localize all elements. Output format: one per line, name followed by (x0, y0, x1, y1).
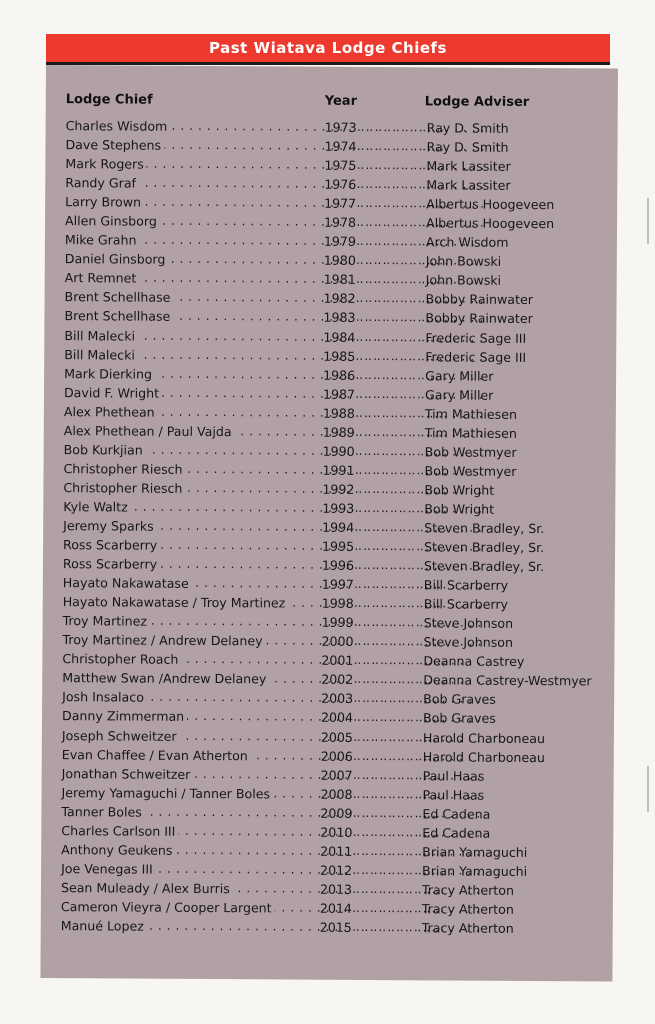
table-body (61, 116, 611, 938)
chief-cell (63, 459, 321, 480)
chief-cell (64, 345, 322, 366)
lodge-chief-name: Ross Scarberry (63, 556, 160, 572)
dot-leader: . . . . . . . . . . (358, 500, 443, 516)
lodge-adviser-name: Arch Wisdom (425, 234, 509, 251)
lodge-chief-name: Troy Martinez (63, 613, 151, 629)
lodge-adviser-name: Deanna Castrey-Westmyer (423, 672, 592, 689)
year-value: 1988 (322, 405, 355, 421)
dot-leader: . . . . . . . . . . (356, 710, 441, 725)
dot-leader: . . . . . . . . . . (356, 843, 441, 859)
page-title: Past Wiatava Lodge Chiefs (209, 39, 447, 57)
lodge-chief-name: Hayato Nakawatase / Troy Martinez (63, 594, 289, 610)
lodge-adviser-name: Paul Haas (422, 767, 485, 784)
chief-cell (65, 211, 323, 232)
lodge-adviser-name: Bob Westmyer (424, 463, 517, 479)
chief-cell (65, 230, 323, 251)
year-value: 1979 (323, 233, 357, 250)
lodge-adviser-name: Steven Bradley, Sr. (423, 558, 545, 575)
lodge-adviser-name: Bill Scarberry (423, 596, 509, 613)
dot-leader: . . . . . . . . . . (358, 405, 443, 421)
year-value: 2007 (320, 767, 353, 783)
lodge-chief-name: Joe Venegas III (61, 861, 156, 877)
lodge-chief-name: Cameron Vieyra / Cooper Largent (61, 899, 275, 915)
dot-leader: . . . . . . . . . . (356, 729, 441, 744)
year-value: 1992 (322, 481, 355, 497)
dot-leader: . . . . . . . . . . (360, 177, 445, 192)
chief-cell (64, 440, 322, 461)
year-value: 2009 (320, 805, 353, 821)
year-value: 1993 (322, 500, 355, 516)
lodge-adviser-name: Gary Miller (425, 367, 494, 384)
page-edge-mark (647, 766, 649, 812)
chief-cell (61, 783, 319, 804)
chief-cell (61, 916, 319, 937)
chief-cell (65, 268, 323, 289)
dot-leader: . . . . . . . . . . (360, 158, 445, 173)
lodge-chief-name: Jeremy Yamaguchi / Tanner Boles (62, 785, 274, 801)
lodge-chief-name: Daniel Ginsborg (65, 251, 169, 267)
lodge-adviser-name: John Bowski (425, 253, 502, 270)
lodge-chief-name: Jonathan Schweitzer (62, 766, 194, 782)
lodge-adviser-name: Mark Lassiter (426, 158, 511, 174)
year-value: 1987 (322, 386, 356, 402)
chief-cell (65, 173, 323, 194)
lodge-adviser-name: Steve Johnson (423, 634, 514, 651)
lodge-chief-name: Mike Grahn (65, 232, 140, 247)
year-value: 1997 (321, 576, 354, 593)
lodge-adviser-name: Mark Lassiter (426, 177, 511, 193)
lodge-adviser-name: Bob Wright (424, 482, 495, 498)
chief-cell (61, 840, 319, 861)
chief-cell (62, 630, 320, 651)
lodge-chief-name: Bill Malecki (64, 328, 138, 343)
lodge-adviser-name: Ray D. Smith (426, 139, 509, 155)
year-value: 1975 (324, 157, 357, 173)
lodge-adviser-name: Harold Charboneau (422, 729, 546, 746)
dot-leader: . . . . . . . . . . (358, 386, 443, 402)
lodge-adviser-name: Tim Mathiesen (424, 425, 517, 441)
lodge-adviser-name: Paul Haas (422, 786, 485, 803)
dot-leader: . . . . . . . . . . (358, 462, 443, 478)
lodge-chief-name: Randy Graf (65, 175, 139, 190)
year-value: 1986 (323, 367, 356, 383)
lodge-adviser-name: Steve Johnson (423, 615, 514, 632)
chief-cell (64, 402, 322, 423)
chief-cell (63, 497, 321, 518)
chief-cell (64, 421, 322, 442)
dot-leader: . . . . . . . . . . (360, 215, 444, 230)
dot-leader: . . . . . . . . . . (359, 348, 444, 363)
lodge-chief-name: Alex Phethean / Paul Vajda (64, 423, 235, 439)
lodge-adviser-name: Tim Mathiesen (424, 406, 518, 422)
year-value: 1981 (323, 272, 356, 288)
chief-cell (62, 688, 320, 709)
chief-cell (64, 326, 322, 347)
chief-cell (62, 726, 320, 747)
year-value: 1990 (322, 443, 355, 459)
year-value: 1982 (323, 291, 356, 307)
dot-leader: . . . . . . . . . . (355, 900, 440, 916)
year-value: 2004 (320, 710, 354, 726)
lodge-adviser-name: Tracy Atherton (421, 920, 514, 936)
year-value: 1989 (322, 424, 355, 440)
lodge-chief-name: Christopher Riesch (63, 480, 185, 496)
lodge-chief-name: Dave Stephens (65, 137, 164, 153)
lodge-adviser-name: Albertus Hoogeveen (426, 196, 555, 213)
chief-cell (61, 859, 319, 880)
year-value: 1985 (323, 348, 356, 364)
lodge-chief-name: Mark Rogers (65, 156, 147, 171)
lodge-chiefs-table (40, 65, 618, 981)
lodge-adviser-name: Ray D. Smith (426, 120, 509, 136)
lodge-chief-name: Manué Lopez (61, 918, 147, 934)
year-value: 1999 (321, 614, 354, 631)
table-header (66, 92, 606, 115)
chief-cell (63, 535, 321, 556)
lodge-adviser-name: John Bowski (425, 272, 502, 289)
dot-leader: . . . . . . . . . . (359, 310, 444, 325)
lodge-adviser-name: Steven Bradley, Sr. (424, 520, 545, 537)
year-value: 2005 (320, 729, 354, 745)
lodge-adviser-name: Harold Charboneau (422, 748, 545, 765)
year-value: 1976 (324, 176, 357, 193)
table-row (61, 916, 606, 938)
lodge-adviser-name: Frederic Sage III (425, 348, 527, 365)
chief-cell (64, 364, 322, 385)
lodge-chief-name: Brent Schellhase (64, 309, 173, 325)
lodge-chief-name: Larry Brown (65, 194, 144, 209)
lodge-chief-name: Charles Carlson III (61, 823, 178, 839)
dot-leader: . . . . . . . . . . (359, 291, 444, 306)
dot-leader: . . . . . . . . . . (356, 786, 441, 802)
dot-leader: . . . . . . . . . . (358, 424, 443, 440)
year-value: 1984 (323, 329, 356, 345)
dot-leader: . . . . . . . . . . (359, 253, 444, 268)
chief-cell (61, 821, 319, 842)
chief-cell (63, 554, 321, 575)
chief-cell (63, 611, 321, 632)
lodge-chief-name: Charles Wisdom (66, 118, 171, 134)
lodge-chief-name: Danny Zimmerman (62, 709, 187, 725)
year-value: 2002 (321, 672, 354, 688)
year-value: 1978 (323, 214, 357, 231)
dot-leader: . . . . . . . . . . (357, 691, 442, 706)
lodge-adviser-name: Bobby Rainwater (425, 291, 533, 308)
lodge-chief-name: David F. Wright (64, 385, 162, 401)
lodge-chief-name: Alex Phethean (64, 404, 158, 420)
lodge-chief-name: Hayato Nakawatase (63, 575, 192, 591)
chief-cell (62, 764, 320, 785)
dot-leader: . . . . . . . . . . (356, 748, 441, 763)
chief-cell (63, 478, 321, 499)
header-lodge-chief: Lodge Chief (65, 92, 153, 108)
year-value: 1983 (323, 310, 356, 326)
dot-leader: . . . . . . . . . . (359, 272, 444, 287)
dot-leader: . . . . . . . . . . (359, 234, 444, 249)
lodge-adviser-name: Brian Yamaguchi (422, 863, 528, 879)
dot-leader: . . . . . . . . . . (360, 196, 445, 211)
lodge-chief-name: Troy Martinez / Andrew Delaney (62, 632, 265, 648)
chief-cell (65, 192, 323, 213)
year-value: 1994 (322, 519, 355, 535)
chief-cell (62, 649, 320, 670)
lodge-chief-name: Tanner Boles (61, 804, 144, 820)
dot-leader: . . . . . . . . . . (358, 443, 443, 459)
header-year: Year (324, 93, 358, 109)
year-value: 2014 (319, 900, 352, 916)
chief-cell (65, 154, 323, 175)
dot-leader: . . . . . . . . . . (358, 538, 442, 554)
year-value: 1996 (321, 557, 355, 573)
lodge-chief-name: Christopher Roach (62, 651, 181, 667)
year-value: 2008 (320, 786, 353, 802)
dot-leader: . . . . . . . . . . (360, 119, 445, 135)
lodge-chief-name: Ross Scarberry (63, 537, 160, 553)
lodge-adviser-name: Bob Graves (423, 691, 496, 708)
lodge-chief-name: Matthew Swan /Andrew Delaney (62, 670, 269, 686)
year-value: 2012 (320, 862, 353, 878)
lodge-chief-name: Sean Muleady / Alex Burris (61, 880, 233, 896)
chief-cell (66, 116, 324, 137)
dot-leader: . . . . . . . . . . (358, 481, 443, 497)
chief-cell (65, 135, 323, 156)
lodge-adviser-name: Tracy Atherton (421, 901, 514, 917)
lodge-chief-name: Mark Dierking (64, 366, 155, 382)
chief-cell (65, 288, 323, 309)
year-value: 1974 (324, 138, 357, 154)
lodge-adviser-name: Ed Cadena (422, 825, 491, 841)
lodge-chief-name: Bob Kurkjian (64, 442, 146, 458)
chief-cell (61, 897, 319, 918)
dot-leader: . . . . . . . . . . (359, 329, 444, 344)
dot-leader: . . . . . . . . . . (356, 805, 441, 821)
page-edge-mark (647, 198, 649, 244)
dot-leader: . . . . . . . . . . (357, 615, 442, 630)
chief-cell (65, 249, 323, 270)
year-value: 1973 (324, 119, 357, 135)
dot-leader: . . . . . . . . . . (356, 767, 441, 783)
lodge-chief-name: Christopher Riesch (63, 461, 185, 477)
lodge-chief-name: Joseph Schweitzer (62, 728, 180, 744)
lodge-chief-name: Josh Insalaco (62, 690, 147, 706)
lodge-adviser-name: Bob Westmyer (424, 444, 517, 460)
lodge-adviser-name: Steven Bradley, Sr. (424, 539, 545, 556)
lodge-adviser-name: Brian Yamaguchi (422, 844, 528, 860)
lodge-chief-name: Evan Chaffee / Evan Atherton (62, 747, 251, 763)
dot-leader: . . . . . . . . . . (355, 919, 440, 935)
chief-cell (62, 668, 320, 689)
lodge-chief-name: Jeremy Sparks (63, 518, 157, 534)
header-lodge-adviser: Lodge Adviser (424, 94, 530, 110)
year-value: 1998 (321, 595, 354, 612)
year-value: 1980 (323, 253, 356, 269)
dot-leader: . . . . . . . . . . (359, 367, 444, 383)
lodge-adviser-name: Bob Graves (422, 710, 496, 727)
chief-cell (64, 383, 322, 404)
lodge-chief-name: Art Remnet (65, 270, 140, 285)
lodge-adviser-name: Bob Wright (424, 501, 495, 517)
year-value: 2013 (319, 881, 353, 897)
chief-cell (63, 573, 321, 594)
chief-cell (61, 878, 319, 899)
lodge-chief-name: Bill Malecki (64, 347, 138, 362)
year-value: 1977 (324, 195, 357, 212)
dot-leader: . . . . . . . . . . (357, 672, 442, 687)
dot-leader: . . . . . . . . . . (355, 881, 440, 897)
lodge-adviser-name: Deanna Castrey (423, 653, 525, 670)
year-value: 1995 (322, 538, 355, 554)
lodge-adviser-name: Gary Miller (424, 386, 494, 403)
year-value: 2006 (320, 748, 353, 764)
year-value: 2010 (320, 824, 353, 840)
lodge-adviser-name: Albertus Hoogeveen (425, 215, 555, 232)
lodge-adviser-name: Bobby Rainwater (425, 310, 533, 327)
chief-cell (63, 592, 321, 613)
chief-cell (63, 516, 321, 537)
chief-cell (64, 307, 322, 328)
dot-leader: . . . . . . . . . . (357, 577, 442, 592)
year-value: 2001 (321, 653, 354, 669)
dot-leader: . . . . . . . . . . (357, 634, 442, 649)
year-value: 2015 (319, 919, 352, 935)
dot-leader: . . . . . . . . . . (358, 519, 443, 535)
year-value: 2003 (321, 691, 354, 707)
dot-leader: . . . . . . . . . . (360, 138, 445, 154)
lodge-chief-name: Allen Ginsborg (65, 213, 160, 229)
lodge-adviser-name: Bill Scarberry (423, 577, 509, 593)
chief-cell (62, 707, 320, 728)
lodge-adviser-name: Ed Cadena (422, 806, 491, 822)
year-value: 1991 (322, 462, 355, 478)
dot-leader: . . . . . . . . . . (356, 824, 441, 840)
lodge-chief-name: Brent Schellhase (65, 290, 174, 306)
chief-cell (61, 802, 319, 823)
dot-leader: . . . . . . . . . . (357, 653, 442, 668)
lodge-chief-name: Kyle Waltz (63, 499, 131, 514)
dot-leader: . . . . . . . . . . (357, 596, 442, 611)
lodge-chief-name: Anthony Geukens (61, 842, 175, 858)
page-title-banner (46, 34, 610, 65)
dot-leader: . . . . . . . . . . (356, 862, 441, 878)
lodge-adviser-name: Tracy Atherton (421, 882, 514, 898)
year-value: 2011 (320, 843, 353, 859)
dot-leader: . . . . . . . . . . (357, 557, 442, 573)
lodge-adviser-name: Frederic Sage III (425, 329, 527, 346)
year-value: 2000 (321, 633, 354, 650)
chief-cell (62, 745, 320, 766)
